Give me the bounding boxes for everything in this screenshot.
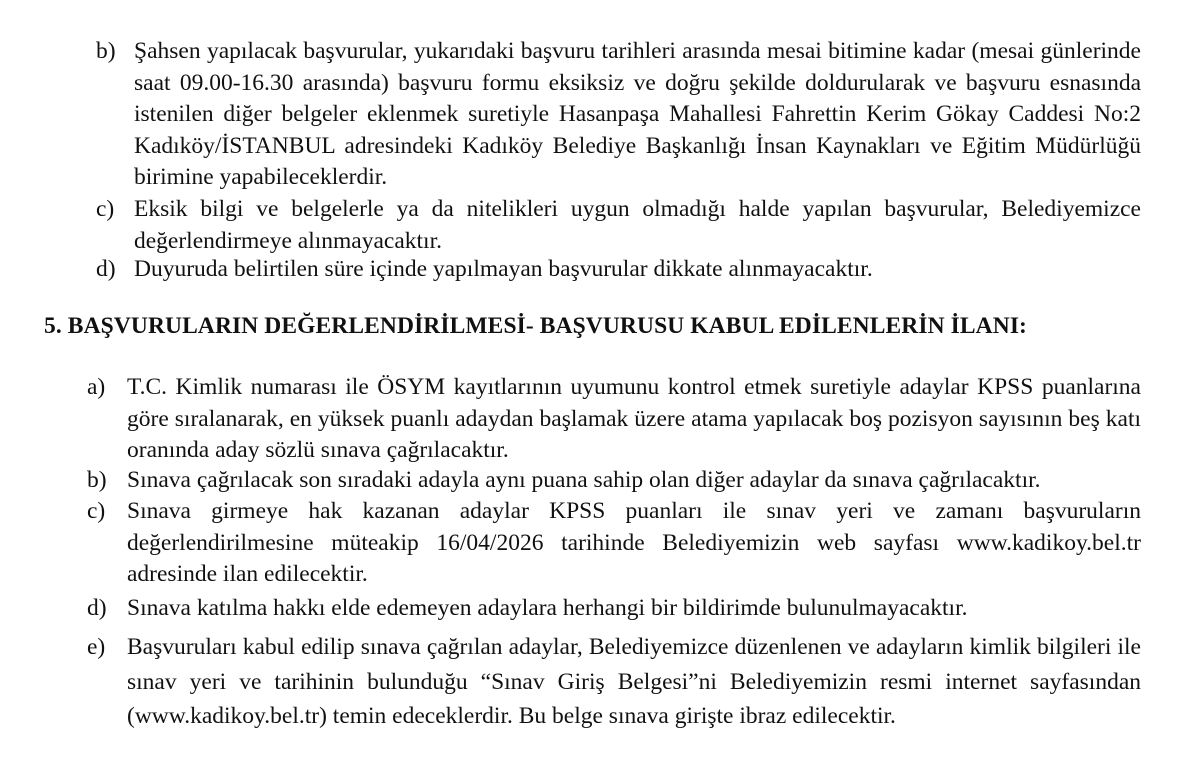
list-item <box>87 630 1141 734</box>
list-marker: b) <box>96 38 116 64</box>
list-marker: c) <box>87 498 106 524</box>
list-item <box>87 593 1141 625</box>
list-marker: d) <box>96 256 116 282</box>
list-item-text: Eksik bilgi ve belgelerle ya da nitelikleri uygun olmadığı halde yapılan başvurular, Belediyemizce değerlendirmeye alınmayacaktır. <box>134 196 1141 254</box>
list-marker: c) <box>96 196 115 222</box>
section-heading: 5. BAŞVURULARIN DEĞERLENDİRİLMESİ- BAŞVURUSU KABUL EDİLENLERİN İLANI: <box>44 313 1027 339</box>
list-item <box>87 465 1141 497</box>
list-item <box>87 372 1141 467</box>
list-marker: d) <box>87 595 107 621</box>
list-item-text: Duyuruda belirtilen süre içinde yapılmayan başvurular dikkate alınmayacaktır. <box>134 256 873 282</box>
list-marker: e) <box>87 634 106 660</box>
list-item <box>96 254 1141 286</box>
list-item <box>96 194 1141 257</box>
list-item <box>96 36 1141 194</box>
list-item-text: Sınava çağrılacak son sıradaki adayla aynı puana sahip olan diğer adaylar da sınava çağrılacaktır. <box>127 467 1041 493</box>
list-item-text: Sınava girmeye hak kazanan adaylar KPSS puanları ile sınav yeri ve zamanı başvuruların değerlendirilmesine müteakip 16/04/2026 tarihinde Belediyemizin web sayfası www.kadikoy.bel.tr adresinde ilan edilecektir. <box>127 498 1141 587</box>
list-item-text: Sınava katılma hakkı elde edemeyen adaylara herhangi bir bildirimde bulunulmayacaktır. <box>127 595 968 621</box>
list-item-text: Şahsen yapılacak başvurular, yukarıdaki başvuru tarihleri arasında mesai bitimine kadar (mesai günlerinde saat 09.00-16.30 arasında) başvuru formu eksiksiz ve doğru şekilde doldurularak ve başvuru esnasında istenilen diğer belgeler eklenmek suretiyle Hasanpaşa Mahallesi Fahrettin Kerim Gökay Caddesi No:2 Kadıköy/İSTANBUL adresindeki Kadıköy Belediye Başkanlığı İnsan Kaynakları ve Eğitim Müdürlüğü birimine yapabileceklerdir. <box>134 38 1141 190</box>
list-item <box>87 496 1141 591</box>
list-marker: a) <box>87 374 106 400</box>
list-item-text: T.C. Kimlik numarası ile ÖSYM kayıtlarının uyumunu kontrol etmek suretiyle adaylar KPSS puanlarına göre sıralanarak, en yüksek puanlı adaydan başlamak üzere atama yapılacak boş pozisyon sayısının beş katı oranında aday sözlü sınava çağrılacaktır. <box>127 374 1141 463</box>
list-item-text: Başvuruları kabul edilip sınava çağrılan adaylar, Belediyemizce düzenlenen ve adayların kimlik bilgileri ile sınav yeri ve tarihinin bulunduğu “Sınav Giriş Belgesi”ni Belediyemizin resmi internet sayfasından (www.kadikoy.bel.tr) temin edeceklerdir. Bu belge sınava girişte ibraz edilecektir. <box>127 634 1141 729</box>
list-marker: b) <box>87 467 107 493</box>
